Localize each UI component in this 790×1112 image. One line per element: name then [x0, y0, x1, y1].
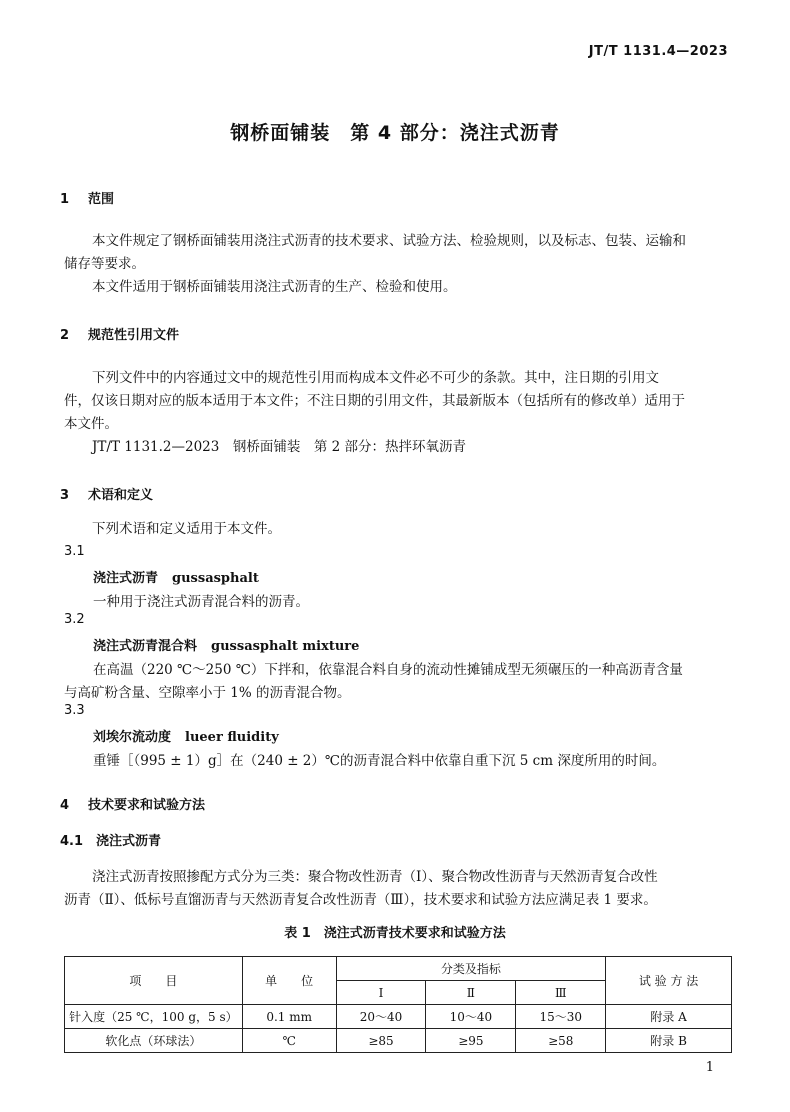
section-heading-3: 3 术语和定义	[60, 488, 154, 503]
section-heading-4: 4 技术要求和试验方法	[60, 798, 206, 813]
cell-method: 附录 A	[606, 1005, 732, 1029]
term-number: 3.3	[64, 703, 85, 718]
header-class-3: Ⅲ	[516, 981, 606, 1005]
cell-c2: ≥95	[426, 1029, 516, 1053]
term-definition: 重锤［（995 ± 1）g］在（240 ± 2）℃的沥青混合料中依靠自重下沉 5 cm 深度所用的时间。	[93, 753, 666, 769]
cell-c1: 20～40	[336, 1005, 426, 1029]
header-method: 试 验 方 法	[606, 957, 732, 1005]
header-unit: 单 位	[242, 957, 336, 1005]
cell-c3: ≥58	[516, 1029, 606, 1053]
terms-intro: 下列术语和定义适用于本文件。	[92, 521, 281, 537]
table-row	[65, 1029, 732, 1053]
header-class-2: Ⅱ	[426, 981, 516, 1005]
scope-paragraph-2: 本文件适用于钢桥面铺装用浇注式沥青的生产、检验和使用。	[92, 279, 457, 295]
term-title: 浇注式沥青混合料 gussasphalt mixture	[93, 639, 360, 654]
table-caption: 表 1 浇注式沥青技术要求和试验方法	[284, 926, 506, 941]
subsection-heading-4-1: 4.1 浇注式沥青	[60, 834, 162, 849]
section-heading-1: 1 范围	[60, 192, 115, 207]
section-heading-2: 2 规范性引用文件	[60, 328, 180, 343]
header-class-1: Ⅰ	[336, 981, 426, 1005]
term-title: 刘埃尔流动度 lueer fluidity	[93, 730, 279, 745]
cell-unit: ℃	[242, 1029, 336, 1053]
table-row	[65, 1005, 732, 1029]
term-number: 3.2	[64, 612, 85, 627]
term-number: 3.1	[64, 544, 85, 559]
s41-paragraph: 浇注式沥青按照掺配方式分为三类：聚合物改性沥青（Ⅰ）、聚合物改性沥青与天然沥青复合改性 沥青（Ⅱ）、低标号直馏沥青与天然沥青复合改性沥青（Ⅲ），技术要求和试验方法应满足表 1 要求。	[64, 869, 658, 908]
term-definition-cont: 与高矿粉含量、空隙率小于 1% 的沥青混合物。	[64, 685, 351, 701]
header-group: 分类及指标	[336, 957, 606, 981]
term-definition: 一种用于浇注式沥青混合料的沥青。	[93, 594, 309, 610]
cell-method: 附录 B	[606, 1029, 732, 1053]
refs-paragraph: 下列文件中的内容通过文中的规范性引用而构成本文件必不可少的条款。其中，注日期的引用文 件，仅该日期对应的版本适用于本文件；不注日期的引用文件，其最新版本（包括所有的修改单）适用于 本文件。	[64, 370, 685, 432]
spec-table	[64, 956, 732, 1053]
cell-c1: ≥85	[336, 1029, 426, 1053]
document-title: 钢桥面铺装 第 4 部分：浇注式沥青	[230, 122, 560, 144]
cell-c3: 15～30	[516, 1005, 606, 1029]
term-definition: 在高温（220 ℃～250 ℃）下拌和，依靠混合料自身的流动性摊铺成型无须碾压的一种高沥青含量	[93, 662, 683, 678]
cell-unit: 0.1 mm	[242, 1005, 336, 1029]
cell-c2: 10～40	[426, 1005, 516, 1029]
cell-item: 针入度（25 ℃，100 g，5 s）	[65, 1005, 243, 1029]
header-item: 项 目	[65, 957, 243, 1005]
refs-item: JT/T 1131.2—2023 钢桥面铺装 第 2 部分：热拌环氧沥青	[92, 439, 467, 455]
standard-number: JT/T 1131.4—2023	[588, 44, 728, 59]
page-number: 1	[705, 1060, 714, 1075]
scope-paragraph-1: 本文件规定了钢桥面铺装用浇注式沥青的技术要求、试验方法、检验规则，以及标志、包装、运输和 储存等要求。	[64, 233, 686, 272]
cell-item: 软化点（环球法）	[65, 1029, 243, 1053]
term-title: 浇注式沥青 gussasphalt	[93, 571, 259, 586]
